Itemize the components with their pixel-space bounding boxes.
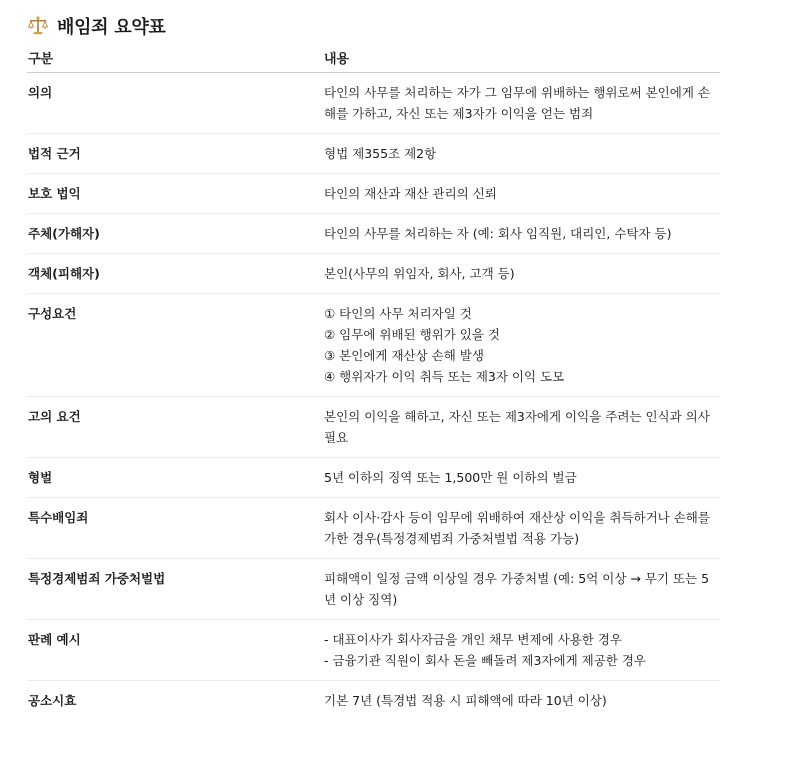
row-content xyxy=(323,174,720,214)
row-label: 주체(가해자) xyxy=(27,214,323,254)
scales-icon xyxy=(27,15,49,37)
row-content-line: 타인의 재산과 재산 관리의 신뢰 xyxy=(324,186,497,201)
table-row xyxy=(27,397,720,458)
row-content-line: - 대표이사가 회사자금을 개인 채무 변제에 사용한 경우 xyxy=(324,632,622,647)
row-label: 특수배임죄 xyxy=(27,498,323,559)
row-label: 공소시효 xyxy=(28,693,77,708)
table-row xyxy=(27,620,720,681)
row-content-line: 피해액이 일정 금액 이상일 경우 가중처벌 (예: 5억 이상 → 무기 또는 5년 이상 징역) xyxy=(324,571,710,607)
column-header-category: 구분 xyxy=(27,48,323,73)
summary-table xyxy=(27,48,720,720)
row-content xyxy=(323,498,720,559)
row-label: 고의 요건 xyxy=(27,397,323,458)
row-content xyxy=(323,214,720,254)
page-title: 배임죄 요약표 xyxy=(57,17,166,38)
row-content xyxy=(323,254,720,294)
row-label: 구성요건 xyxy=(27,294,323,397)
table-row xyxy=(27,294,720,397)
table-row xyxy=(27,681,720,721)
row-content-line: 회사 이사·감사 등이 임무에 위배하여 재산상 이익을 취득하거나 손해를 가한 경우(특정경제범죄 가중처벌법 적용 가능) xyxy=(324,510,710,546)
row-label: 보호 법익 xyxy=(27,174,323,214)
row-content xyxy=(323,620,720,681)
row-content xyxy=(323,294,720,397)
title-row xyxy=(27,0,720,48)
row-content-line: 5년 이하의 징역 또는 1,500만 원 이하의 벌금 xyxy=(324,470,577,485)
row-content-line: 형법 제355조 제2항 xyxy=(324,146,437,161)
table-row xyxy=(27,559,720,620)
table-row xyxy=(27,214,720,254)
row-content-line: 타인의 사무를 처리하는 자 (예: 회사 임직원, 대리인, 수탁자 등) xyxy=(324,226,672,241)
row-content-line: - 금융기관 직원이 회사 돈을 빼돌려 제3자에게 제공한 경우 xyxy=(324,653,646,668)
row-content-line: ③ 본인에게 재산상 손해 발생 xyxy=(324,348,484,363)
row-label: 의의 xyxy=(27,73,323,134)
table-header-row xyxy=(27,48,720,73)
row-content-line: 기본 7년 (특경법 적용 시 피해액에 따라 10년 이상) xyxy=(324,693,607,708)
row-content-line: 본인(사무의 위임자, 회사, 고객 등) xyxy=(324,266,515,281)
row-label: 판례 예시 xyxy=(27,620,323,681)
row-content xyxy=(323,559,720,620)
table-row xyxy=(27,254,720,294)
row-content xyxy=(323,458,720,498)
row-content xyxy=(323,134,720,174)
document xyxy=(27,0,720,720)
row-label: 법적 근거 xyxy=(27,134,323,174)
row-content-line: ④ 행위자가 이익 취득 또는 제3자 이익 도모 xyxy=(324,369,565,384)
row-label: 객체(피해자) xyxy=(27,254,323,294)
table-row xyxy=(27,498,720,559)
row-label: 형벌 xyxy=(27,458,323,498)
row-content-line: ② 임무에 위배된 행위가 있을 것 xyxy=(324,327,500,342)
row-content xyxy=(323,681,720,721)
row-content-line: 타인의 사무를 처리하는 자가 그 임무에 위배하는 행위로써 본인에게 손해를 가하고, 자신 또는 제3자가 이익을 얻는 범죄 xyxy=(324,85,710,121)
row-content xyxy=(323,73,720,134)
row-label: 특정경제범죄 가중처벌법 xyxy=(27,559,323,620)
table-row xyxy=(27,134,720,174)
table-row xyxy=(27,174,720,214)
table-row xyxy=(27,458,720,498)
table-row xyxy=(27,73,720,134)
row-content xyxy=(323,397,720,458)
row-content-line: 본인의 이익을 해하고, 자신 또는 제3자에게 이익을 주려는 인식과 의사 필요 xyxy=(324,409,710,445)
row-content-line: ① 타인의 사무 처리자일 것 xyxy=(324,306,472,321)
column-header-content: 내용 xyxy=(323,48,720,73)
